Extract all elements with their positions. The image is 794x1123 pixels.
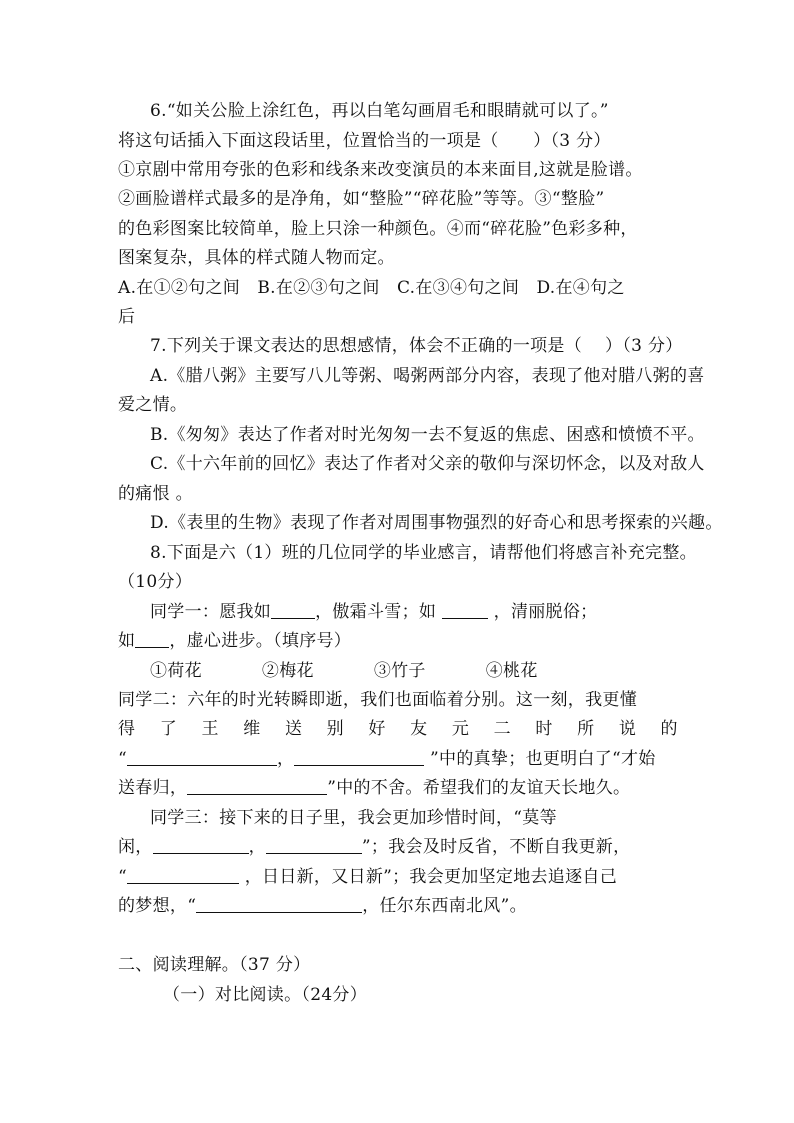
text: ， <box>277 749 295 769</box>
q7-option-b: B.《匆匆》表达了作者对时光匆匆一去不复返的焦虑、困惑和愤愤不平。 <box>150 425 705 445</box>
text: ”中的真挚；也更明白了“才始 <box>430 749 656 769</box>
q8-student-2-line-2 <box>118 715 678 743</box>
q8-student-2-line-3 <box>118 745 678 773</box>
char: 的 <box>660 719 678 739</box>
text: ，虚心进步。（填序号） <box>169 631 352 651</box>
text: ，傲霜斗雪；如 <box>315 602 437 622</box>
q8-points: （10分） <box>118 572 193 592</box>
q7-option-c: C.《十六年前的回忆》表达了作者对父亲的敬仰与深切怀念，以及对敌人 <box>150 454 705 474</box>
choice-bamboo: ③竹子 <box>373 661 426 681</box>
answer-blank[interactable] <box>135 629 169 648</box>
answer-blank[interactable] <box>271 600 315 619</box>
char: 友 <box>410 719 428 739</box>
char: 维 <box>243 719 261 739</box>
q8-student-2-line-1: 同学二：六年的时光转瞬即逝，我们也面临着分别。这一刻，我更懂 <box>118 690 637 710</box>
char: 好 <box>368 719 386 739</box>
answer-blank[interactable] <box>442 600 488 619</box>
text: ， <box>248 837 266 857</box>
q6-options-tail: 后 <box>118 307 136 327</box>
answer-blank[interactable] <box>187 776 327 795</box>
text: 闲， <box>118 837 153 857</box>
text: ”中的不舍。希望我们的友谊天长地久。 <box>327 778 631 798</box>
q8-student-3-line-3 <box>118 863 678 891</box>
q8-student-3-line-2 <box>118 833 678 861</box>
q8-student-3-line-4 <box>118 892 678 920</box>
q7-option-a: A.《腊八粥》主要写八儿等粥、喝粥两部分内容，表现了他对腊八粥的喜 <box>150 366 705 386</box>
q8-student-1-line-1 <box>150 598 678 626</box>
q6-options: A.在①②句之间 B.在②③句之间 C.在③④句之间 D.在④句之 <box>118 278 625 298</box>
answer-blank[interactable] <box>196 894 362 913</box>
text: “ <box>118 749 127 769</box>
q8-student-3-line-1: 同学三：接下来的日子里，我会更加珍惜时间，“莫等 <box>150 808 557 828</box>
char: 了 <box>159 719 178 739</box>
answer-blank[interactable] <box>127 865 239 884</box>
q7-option-a-cont: 爱之情。 <box>118 395 188 415</box>
char: 别 <box>326 719 344 739</box>
text: ，日日新，又日新”；我会更加坚定地去追逐自己 <box>244 867 618 887</box>
q7-option-d: D.《表里的生物》表现了作者对周围事物强烈的好奇心和思考探索的兴趣。 <box>150 513 723 533</box>
text: 如 <box>118 631 136 651</box>
choice-peach: ④桃花 <box>485 661 538 681</box>
answer-blank[interactable] <box>294 747 424 766</box>
q6-line-6: 图案复杂，具体的样式随人物而定。 <box>118 248 395 268</box>
q8-student-1-line-2 <box>118 627 678 655</box>
q6-line-4: ②画脸谱样式最多的是净角，如“整脸”“碎花脸”等等。③“整脸” <box>118 189 605 209</box>
text: 的梦想，“ <box>118 896 197 916</box>
q6-line-3: ①京剧中常用夸张的色彩和线条来改变演员的本来面目,这就是脸谱。 <box>118 160 643 180</box>
q7-option-c-cont: 的痛恨 。 <box>118 484 193 504</box>
text: 送春归， <box>118 778 188 798</box>
answer-blank[interactable] <box>266 835 362 854</box>
answer-blank[interactable] <box>127 747 277 766</box>
answer-blank[interactable] <box>153 835 249 854</box>
q8-student-2-line-4 <box>118 774 678 802</box>
q6-line-2: 将这句话插入下面这段话里，位置恰当的一项是（ ）（3 分） <box>118 131 611 151</box>
char: 王 <box>201 719 219 739</box>
char: 得 <box>118 719 136 739</box>
char: 二 <box>493 719 511 739</box>
q6-line-1: 6.“如关公脸上涂红色，再以白笔勾画眉毛和眼睛就可以了。” <box>150 101 609 121</box>
char: 送 <box>284 719 303 739</box>
text: “ <box>118 867 127 887</box>
section-2-subtitle: （一）对比阅读。（24分） <box>163 985 368 1005</box>
char: 所 <box>577 719 595 739</box>
q7-stem: 7.下列关于课文表达的思想感情，体会不正确的一项是（ ）（3 分） <box>150 336 683 356</box>
char: 说 <box>618 719 637 739</box>
section-2-title: 二、阅读理解。（37 分） <box>118 955 311 975</box>
text: ，清丽脱俗； <box>493 602 598 622</box>
q8-stem: 8.下面是六（1）班的几位同学的毕业感言，请帮他们将感言补充完整。 <box>150 543 697 563</box>
q8-choices <box>150 657 678 685</box>
choice-plum: ②梅花 <box>261 661 314 681</box>
choice-lotus: ①荷花 <box>150 661 202 681</box>
text: ”；我会及时反省，不断自我更新， <box>361 837 631 857</box>
char: 元 <box>451 719 470 739</box>
text: ，任尔东西南北风”。 <box>362 896 527 916</box>
text: 同学一：愿我如 <box>150 602 272 622</box>
q6-line-5: 的色彩图案比较简单，脸上只涂一种颜色。④而“碎花脸”色彩多种， <box>118 219 638 239</box>
char: 时 <box>535 719 553 739</box>
